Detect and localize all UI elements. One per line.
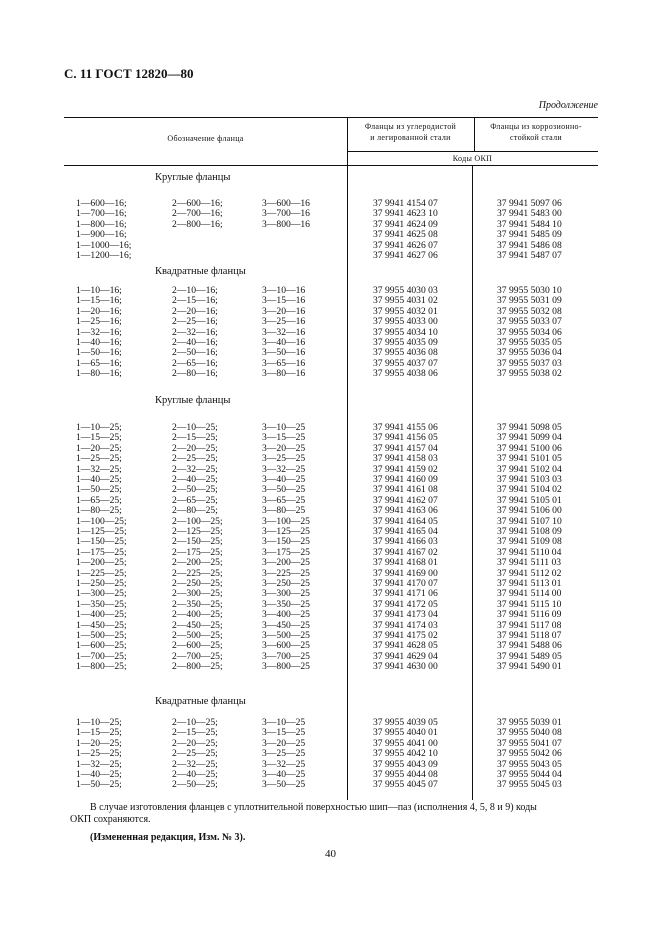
okp-code-stainless: 37 9941 5107 10 xyxy=(497,515,562,527)
designation-3: 3—15—16 xyxy=(262,295,306,307)
okp-code-carbon: 37 9941 4165 04 xyxy=(373,526,438,537)
okp-code-carbon: 37 9941 4175 02 xyxy=(373,630,438,641)
designation-1: 1—25—25; xyxy=(76,748,122,760)
designation-2: 2—500—25; xyxy=(172,630,223,641)
okp-code-carbon: 37 9941 4627 06 xyxy=(373,250,438,261)
okp-code-stainless: 37 9941 5113 01 xyxy=(497,578,562,589)
designation-1: 1—15—16; xyxy=(76,295,122,307)
designation-3: 3—50—25 xyxy=(262,779,306,791)
okp-code-carbon: 37 9955 4038 06 xyxy=(373,368,438,380)
designation-1: 1—400—25; xyxy=(76,609,127,621)
okp-code-carbon: 37 9941 4629 04 xyxy=(373,650,438,662)
designation-3: 3—400—25 xyxy=(262,609,310,621)
designation-1: 1—80—16; xyxy=(76,368,122,380)
header-mid-rule xyxy=(347,151,598,152)
okp-code-stainless: 37 9941 5109 08 xyxy=(497,536,562,548)
designation-1: 1—350—25; xyxy=(76,598,127,610)
designation-3: 3—350—25 xyxy=(262,598,310,610)
okp-code-stainless: 37 9941 5487 07 xyxy=(497,250,562,261)
okp-code-stainless: 37 9941 5102 04 xyxy=(497,463,562,475)
designation-3: 3—700—25 xyxy=(262,650,310,662)
designation-2: 2—25—25; xyxy=(172,453,218,465)
designation-2: 2—40—25; xyxy=(172,474,218,485)
designation-3: 3—20—25 xyxy=(262,737,306,749)
okp-code-stainless: 37 9941 5118 07 xyxy=(497,630,562,641)
designation-2: 2—700—25; xyxy=(172,650,223,662)
okp-code-carbon: 37 9941 4173 04 xyxy=(373,609,438,621)
okp-code-stainless: 37 9955 5045 03 xyxy=(497,779,562,791)
designation-1: 1—80—25; xyxy=(76,505,122,517)
okp-code-carbon: 37 9955 4039 05 xyxy=(373,717,438,728)
okp-code-stainless: 37 9941 5103 03 xyxy=(497,474,562,485)
designation-3: 3—25—25 xyxy=(262,748,306,760)
designation-2: 2—32—16; xyxy=(172,326,218,338)
okp-code-stainless: 37 9955 5030 10 xyxy=(497,285,562,296)
designation-1: 1—800—16; xyxy=(76,218,127,230)
designation-3: 3—300—25 xyxy=(262,588,310,600)
designation-2: 2—200—25; xyxy=(172,557,223,569)
col-header-carbon-steel: Фланцы из углеродистой и легированной стали xyxy=(364,122,457,142)
okp-code-stainless: 37 9941 5101 05 xyxy=(497,453,562,465)
designation-2: 2—32—25; xyxy=(172,758,218,770)
col-header-okp-codes: Коды ОКП xyxy=(452,154,493,163)
okp-code-stainless: 37 9941 5108 09 xyxy=(497,526,562,537)
okp-code-stainless: 37 9941 5097 06 xyxy=(497,198,562,209)
designation-3: 3—800—16 xyxy=(262,218,310,230)
designation-1: 1—225—25; xyxy=(76,567,127,579)
designation-2: 2—15—16; xyxy=(172,295,218,307)
designation-1: 1—50—25; xyxy=(76,779,122,791)
designation-3: 3—450—25 xyxy=(262,619,310,631)
designation-1: 1—700—16; xyxy=(76,208,127,220)
okp-code-carbon: 37 9955 4034 10 xyxy=(373,326,438,338)
designation-1: 1—65—25; xyxy=(76,494,122,506)
designation-3: 3—15—25 xyxy=(262,727,306,739)
okp-code-stainless: 37 9941 5114 00 xyxy=(497,588,562,600)
okp-code-stainless: 37 9955 5033 07 xyxy=(497,316,562,328)
okp-code-stainless: 37 9955 5036 04 xyxy=(497,347,562,359)
okp-code-stainless: 37 9955 5032 08 xyxy=(497,305,562,317)
okp-code-carbon: 37 9955 4045 07 xyxy=(373,779,438,791)
designation-3: 3—20—25 xyxy=(262,442,306,454)
designation-3: 3—20—16 xyxy=(262,305,306,317)
designation-2: 2—800—25; xyxy=(172,661,223,673)
okp-code-stainless: 37 9941 5105 01 xyxy=(497,494,562,506)
designation-2: 2—32—25; xyxy=(172,463,218,475)
okp-code-carbon: 37 9955 4040 01 xyxy=(373,727,438,739)
designation-3: 3—500—25 xyxy=(262,630,310,641)
okp-code-stainless: 37 9941 5116 09 xyxy=(497,609,562,621)
designation-1: 1—800—25; xyxy=(76,661,127,673)
okp-code-stainless: 37 9941 5483 00 xyxy=(497,208,562,220)
designation-2: 2—65—25; xyxy=(172,494,218,506)
designation-3: 3—10—16 xyxy=(262,285,306,296)
designation-1: 1—700—25; xyxy=(76,650,127,662)
designation-1: 1—32—16; xyxy=(76,326,122,338)
note-line-1: В случае изготовления фланцев с уплотнительной поверхностью шип—паз (исполнения 4, 5, 8 и 9) коды xyxy=(90,802,537,813)
okp-code-stainless: 37 9941 5104 02 xyxy=(497,484,562,496)
okp-code-stainless: 37 9941 5486 08 xyxy=(497,239,562,251)
okp-code-carbon: 37 9941 4625 08 xyxy=(373,229,438,241)
okp-code-carbon: 37 9941 4159 02 xyxy=(373,463,438,475)
designation-2: 2—150—25; xyxy=(172,536,223,548)
designation-2: 2—700—16; xyxy=(172,208,223,220)
okp-code-carbon: 37 9941 4172 05 xyxy=(373,598,438,610)
okp-code-stainless: 37 9941 5488 06 xyxy=(497,640,562,652)
okp-code-stainless: 37 9941 5100 06 xyxy=(497,442,562,454)
col-header-stainless-steel: Фланцы из коррозионно- стойкой стали xyxy=(490,122,582,142)
designation-2: 2—10—25; xyxy=(172,717,218,728)
designation-3: 3—175—25 xyxy=(262,546,310,558)
designation-2: 2—50—25; xyxy=(172,484,218,496)
designation-1: 1—32—25; xyxy=(76,758,122,770)
okp-code-stainless: 37 9941 5110 04 xyxy=(497,546,562,558)
designation-2: 2—800—16; xyxy=(172,218,223,230)
okp-code-carbon: 37 9955 4032 01 xyxy=(373,305,438,317)
table-top-rule xyxy=(64,117,598,118)
okp-code-stainless: 37 9941 5117 08 xyxy=(497,619,562,631)
okp-code-carbon: 37 9941 4167 02 xyxy=(373,546,438,558)
designation-1: 1—15—25; xyxy=(76,432,122,444)
designation-1: 1—100—25; xyxy=(76,515,127,527)
okp-code-stainless: 37 9941 5106 00 xyxy=(497,505,562,517)
okp-code-carbon: 37 9941 4160 09 xyxy=(373,474,438,485)
okp-code-carbon: 37 9941 4168 01 xyxy=(373,557,438,569)
designation-3: 3—40—25 xyxy=(262,769,306,780)
okp-code-stainless: 37 9941 5489 05 xyxy=(497,650,562,662)
designation-3: 3—50—16 xyxy=(262,347,306,359)
okp-code-stainless: 37 9941 5111 03 xyxy=(497,557,562,569)
designation-2: 2—25—16; xyxy=(172,316,218,328)
okp-code-carbon: 37 9941 4630 00 xyxy=(373,661,438,673)
designation-2: 2—25—25; xyxy=(172,748,218,760)
designation-2: 2—15—25; xyxy=(172,727,218,739)
designation-1: 1—25—16; xyxy=(76,316,122,328)
column-divider-1 xyxy=(347,117,348,800)
designation-2: 2—50—25; xyxy=(172,779,218,791)
designation-1: 1—10—16; xyxy=(76,285,122,296)
okp-code-carbon: 37 9955 4030 03 xyxy=(373,285,438,296)
okp-code-carbon: 37 9941 4166 03 xyxy=(373,536,438,548)
okp-code-carbon: 37 9941 4158 03 xyxy=(373,453,438,465)
okp-code-stainless: 37 9941 5485 09 xyxy=(497,229,562,241)
designation-2: 2—50—16; xyxy=(172,347,218,359)
okp-code-carbon: 37 9955 4043 09 xyxy=(373,758,438,770)
okp-code-stainless: 37 9955 5034 06 xyxy=(497,326,562,338)
designation-1: 1—175—25; xyxy=(76,546,127,558)
designation-2: 2—300—25; xyxy=(172,588,223,600)
header-bottom-rule xyxy=(64,165,598,166)
designation-3: 3—125—25 xyxy=(262,526,310,537)
okp-code-carbon: 37 9941 4163 06 xyxy=(373,505,438,517)
okp-code-carbon: 37 9941 4164 05 xyxy=(373,515,438,527)
designation-3: 3—32—25 xyxy=(262,463,306,475)
designation-2: 2—10—16; xyxy=(172,285,218,296)
designation-1: 1—900—16; xyxy=(76,229,127,241)
okp-code-stainless: 37 9941 5112 02 xyxy=(497,567,562,579)
note-paragraph xyxy=(70,802,610,826)
designation-2: 2—350—25; xyxy=(172,598,223,610)
okp-code-stainless: 37 9955 5044 04 xyxy=(497,769,562,780)
designation-2: 2—20—25; xyxy=(172,442,218,454)
okp-code-carbon: 37 9941 4171 06 xyxy=(373,588,438,600)
designation-3: 3—80—16 xyxy=(262,368,306,380)
section-title: Квадратные фланцы xyxy=(155,266,246,277)
designation-1: 1—20—25; xyxy=(76,442,122,454)
designation-1: 1—25—25; xyxy=(76,453,122,465)
designation-3: 3—80—25 xyxy=(262,505,306,517)
okp-code-carbon: 37 9941 4162 07 xyxy=(373,494,438,506)
section-title: Квадратные фланцы xyxy=(155,696,246,707)
designation-3: 3—600—25 xyxy=(262,640,310,652)
designation-1: 1—450—25; xyxy=(76,619,127,631)
designation-1: 1—1200—16; xyxy=(76,250,132,261)
okp-code-stainless: 37 9955 5042 06 xyxy=(497,748,562,760)
designation-1: 1—50—25; xyxy=(76,484,122,496)
okp-code-carbon: 37 9955 4036 08 xyxy=(373,347,438,359)
designation-1: 1—300—25; xyxy=(76,588,127,600)
okp-code-stainless: 37 9941 5484 10 xyxy=(497,218,562,230)
okp-code-carbon: 37 9941 4154 07 xyxy=(373,198,438,209)
okp-code-carbon: 37 9941 4174 03 xyxy=(373,619,438,631)
designation-1: 1—150—25; xyxy=(76,536,127,548)
designation-2: 2—80—16; xyxy=(172,368,218,380)
okp-code-stainless: 37 9941 5099 04 xyxy=(497,432,562,444)
designation-3: 3—65—25 xyxy=(262,494,306,506)
okp-code-carbon: 37 9955 4035 09 xyxy=(373,337,438,348)
designation-2: 2—400—25; xyxy=(172,609,223,621)
okp-code-stainless: 37 9955 5035 05 xyxy=(497,337,562,348)
designation-1: 1—600—16; xyxy=(76,198,127,209)
okp-code-carbon: 37 9955 4033 00 xyxy=(373,316,438,328)
designation-3: 3—150—25 xyxy=(262,536,310,548)
designation-2: 2—225—25; xyxy=(172,567,223,579)
designation-1: 1—20—16; xyxy=(76,305,122,317)
page-number: 40 xyxy=(325,848,336,860)
designation-1: 1—32—25; xyxy=(76,463,122,475)
okp-code-stainless: 37 9955 5041 07 xyxy=(497,737,562,749)
col-header-designation: Обозначение фланца xyxy=(167,134,244,143)
designation-1: 1—125—25; xyxy=(76,526,127,537)
designation-1: 1—40—25; xyxy=(76,474,122,485)
designation-3: 3—25—25 xyxy=(262,453,306,465)
designation-1: 1—250—25; xyxy=(76,578,127,589)
designation-3: 3—40—16 xyxy=(262,337,306,348)
okp-code-stainless: 37 9941 5098 05 xyxy=(497,422,562,433)
designation-3: 3—225—25 xyxy=(262,567,310,579)
designation-1: 1—65—16; xyxy=(76,357,122,369)
designation-1: 1—10—25; xyxy=(76,717,122,728)
designation-2: 2—20—16; xyxy=(172,305,218,317)
designation-2: 2—10—25; xyxy=(172,422,218,433)
okp-code-carbon: 37 9955 4042 10 xyxy=(373,748,438,760)
designation-1: 1—40—16; xyxy=(76,337,122,348)
section-title: Круглые фланцы xyxy=(155,172,231,183)
note-line-2: ОКП сохраняются. xyxy=(70,814,151,825)
column-divider-2 xyxy=(472,165,473,800)
okp-code-stainless: 37 9955 5038 02 xyxy=(497,368,562,380)
designation-3: 3—32—25 xyxy=(262,758,306,770)
designation-2: 2—600—25; xyxy=(172,640,223,652)
designation-3: 3—100—25 xyxy=(262,515,310,527)
section-title: Круглые фланцы xyxy=(155,395,231,406)
designation-3: 3—10—25 xyxy=(262,422,306,433)
designation-2: 2—40—25; xyxy=(172,769,218,780)
okp-code-carbon: 37 9941 4169 00 xyxy=(373,567,438,579)
designation-3: 3—600—16 xyxy=(262,198,310,209)
designation-3: 3—25—16 xyxy=(262,316,306,328)
okp-code-carbon: 37 9941 4628 05 xyxy=(373,640,438,652)
designation-1: 1—15—25; xyxy=(76,727,122,739)
designation-2: 2—15—25; xyxy=(172,432,218,444)
okp-code-stainless: 37 9941 5115 10 xyxy=(497,598,562,610)
designation-1: 1—500—25; xyxy=(76,630,127,641)
okp-code-carbon: 37 9955 4031 02 xyxy=(373,295,438,307)
designation-2: 2—600—16; xyxy=(172,198,223,209)
designation-3: 3—50—25 xyxy=(262,484,306,496)
okp-code-stainless: 37 9955 5037 03 xyxy=(497,357,562,369)
designation-2: 2—65—16; xyxy=(172,357,218,369)
amendment-note: (Измененная редакция, Изм. № 3). xyxy=(90,832,246,843)
designation-2: 2—20—25; xyxy=(172,737,218,749)
designation-3: 3—65—16 xyxy=(262,357,306,369)
okp-code-stainless: 37 9955 5043 05 xyxy=(497,758,562,770)
okp-code-carbon: 37 9941 4155 06 xyxy=(373,422,438,433)
designation-1: 1—600—25; xyxy=(76,640,127,652)
okp-code-carbon: 37 9955 4037 07 xyxy=(373,357,438,369)
designation-2: 2—80—25; xyxy=(172,505,218,517)
designation-1: 1—40—25; xyxy=(76,769,122,780)
okp-code-carbon: 37 9955 4041 00 xyxy=(373,737,438,749)
okp-code-carbon: 37 9941 4626 07 xyxy=(373,239,438,251)
okp-code-stainless: 37 9955 5040 08 xyxy=(497,727,562,739)
okp-code-carbon: 37 9941 4623 10 xyxy=(373,208,438,220)
designation-2: 2—250—25; xyxy=(172,578,223,589)
page-header: С. 11 ГОСТ 12820—80 xyxy=(64,66,194,81)
designation-2: 2—100—25; xyxy=(172,515,223,527)
designation-2: 2—40—16; xyxy=(172,337,218,348)
designation-3: 3—40—25 xyxy=(262,474,306,485)
designation-3: 3—32—16 xyxy=(262,326,306,338)
okp-code-carbon: 37 9941 4624 09 xyxy=(373,218,438,230)
okp-code-stainless: 37 9955 5039 01 xyxy=(497,717,562,728)
designation-2: 2—175—25; xyxy=(172,546,223,558)
okp-code-carbon: 37 9955 4044 08 xyxy=(373,769,438,780)
designation-3: 3—15—25 xyxy=(262,432,306,444)
okp-code-carbon: 37 9941 4157 04 xyxy=(373,442,438,454)
designation-1: 1—20—25; xyxy=(76,737,122,749)
designation-3: 3—250—25 xyxy=(262,578,310,589)
designation-1: 1—50—16; xyxy=(76,347,122,359)
designation-1: 1—200—25; xyxy=(76,557,127,569)
okp-code-carbon: 37 9941 4170 07 xyxy=(373,578,438,589)
designation-3: 3—700—16 xyxy=(262,208,310,220)
designation-1: 1—10—25; xyxy=(76,422,122,433)
okp-code-stainless: 37 9955 5031 09 xyxy=(497,295,562,307)
okp-code-stainless: 37 9941 5490 01 xyxy=(497,661,562,673)
okp-code-carbon: 37 9941 4156 05 xyxy=(373,432,438,444)
designation-3: 3—200—25 xyxy=(262,557,310,569)
designation-3: 3—800—25 xyxy=(262,661,310,673)
designation-2: 2—125—25; xyxy=(172,526,223,537)
designation-2: 2—450—25; xyxy=(172,619,223,631)
designation-1: 1—1000—16; xyxy=(76,239,132,251)
okp-code-carbon: 37 9941 4161 08 xyxy=(373,484,438,496)
continuation-label: Продолжение xyxy=(538,100,598,111)
designation-3: 3—10—25 xyxy=(262,717,306,728)
